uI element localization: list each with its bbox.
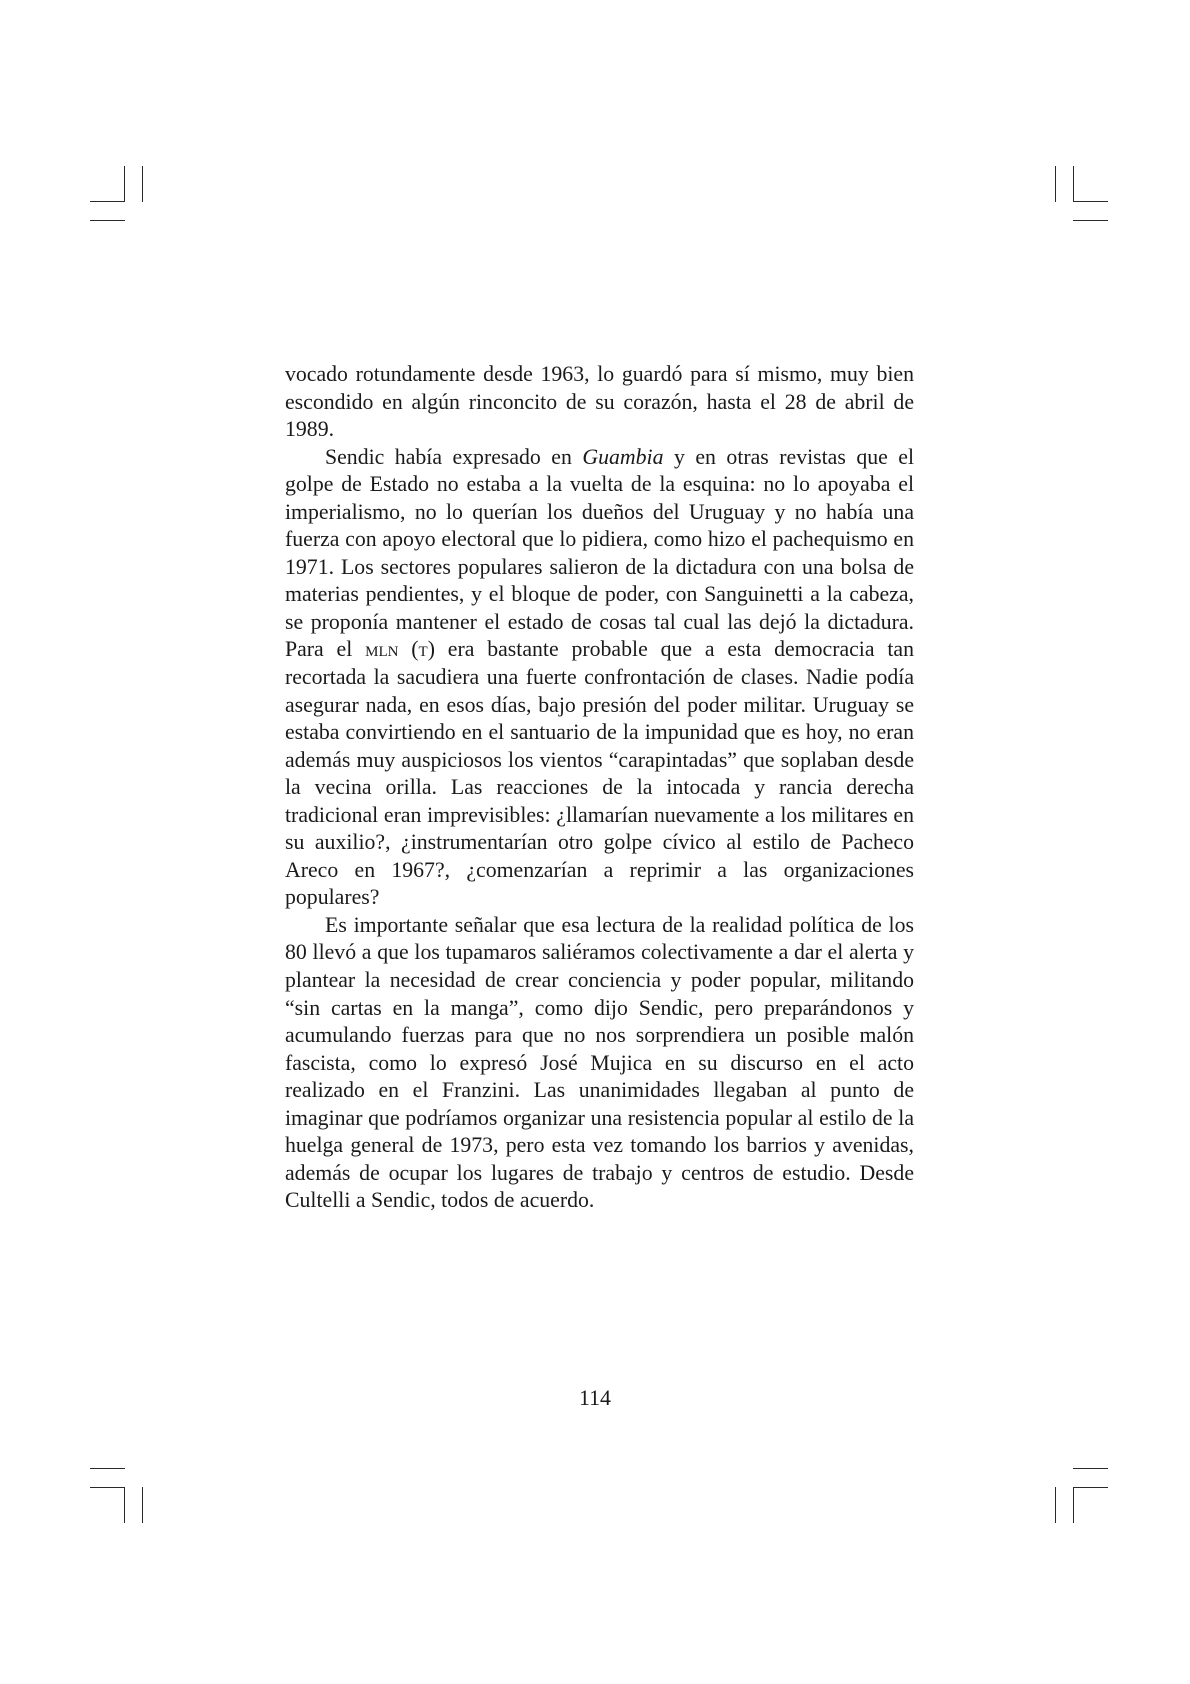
- crop-mark-top-left-vertical-outer: [142, 166, 143, 202]
- crop-mark-bottom-left-bleed: [90, 1468, 125, 1469]
- paragraph: [285, 912, 914, 1215]
- crop-mark-bottom-right-vertical-inner: [1073, 1487, 1074, 1523]
- body-text: [285, 361, 914, 1215]
- crop-mark-bottom-left-vertical-inner: [124, 1487, 125, 1523]
- paragraph: [285, 361, 914, 444]
- crop-mark-bottom-right-vertical-outer: [1055, 1487, 1056, 1523]
- crop-mark-top-left-bleed: [90, 220, 125, 221]
- page-number: 114: [579, 1386, 611, 1410]
- text-run: vocado rotundamente desde 1963, lo guardó para sí mismo, muy bien escondido en algún rinconcito de su corazón, hasta el 28 de abril de 1989.: [285, 362, 914, 442]
- crop-mark-bottom-right-bleed: [1073, 1468, 1108, 1469]
- paragraph: [285, 444, 914, 912]
- crop-mark-top-right-bleed: [1073, 220, 1108, 221]
- text-run: y en otras revistas que el golpe de Estado no estaba a la vuelta de la esquina: no lo apoyaba el imperialismo, no lo querían los dueños del Uruguay y no había una fuerza con apoyo electoral que lo pidiera, como hizo el pachequismo en 1971. Los sectores populares salieron de la dictadura con una bolsa de materias pendientes, y el bloque de poder, con Sanguinetti a la cabeza, se proponía mantener el estado de cosas tal cual las dejó la dictadura. Para el: [285, 444, 914, 662]
- crop-mark-top-left-horizontal: [90, 201, 125, 202]
- crop-mark-top-right-vertical-outer: [1055, 166, 1056, 202]
- italic-title: Guambia: [582, 444, 664, 469]
- text-run: Sendic había expresado en: [325, 444, 583, 469]
- text-run: Es importante señalar que esa lectura de la realidad política de los 80 llevó a que los tupamaros saliéramos colectivamente a dar el alerta y plantear la necesidad de crear conciencia y poder popular, militando “sin cartas en la manga”, como dijo Sendic, pero preparándonos y acumulando fuerzas para que no nos sorprendiera un posible malón fascista, como lo expresó José Mujica en su discurso en el acto realizado en el Franzini. Las unanimidades llegaban al punto de imaginar que podríamos organizar una resistencia popular al estilo de la huelga general de 1973, pero esta vez tomando los barrios y avenidas, además de ocupar los lugares de trabajo y centros de estudio. Desde Cultelli a Sendic, todos de acuerdo.: [285, 912, 914, 1213]
- crop-mark-bottom-left-horizontal: [90, 1487, 125, 1488]
- text-run: era bastante probable que a esta democracia tan recortada la sacudiera una fuerte confrontación de clases. Nadie podía asegurar nada, en esos días, bajo presión del poder militar. Uruguay se estaba convirtiendo en el santuario de la impunidad que es hoy, no eran además muy auspiciosos los vientos “carapintadas” que soplaban desde la vecina orilla. Las reacciones de la intocada y rancia derecha tradicional eran imprevisibles: ¿llamarían nuevamente a los militares en su auxilio?, ¿instrumentarían otro golpe cívico al estilo de Pacheco Areco en 1967?, ¿comenzarían a reprimir a las organizaciones populares?: [285, 637, 914, 910]
- acronym: mln (t): [365, 637, 435, 662]
- crop-mark-top-left-vertical-inner: [124, 166, 125, 202]
- crop-mark-top-right-horizontal: [1073, 201, 1108, 202]
- crop-mark-bottom-right-horizontal: [1073, 1487, 1108, 1488]
- crop-mark-top-right-vertical-inner: [1073, 166, 1074, 202]
- crop-mark-bottom-left-vertical-outer: [142, 1487, 143, 1523]
